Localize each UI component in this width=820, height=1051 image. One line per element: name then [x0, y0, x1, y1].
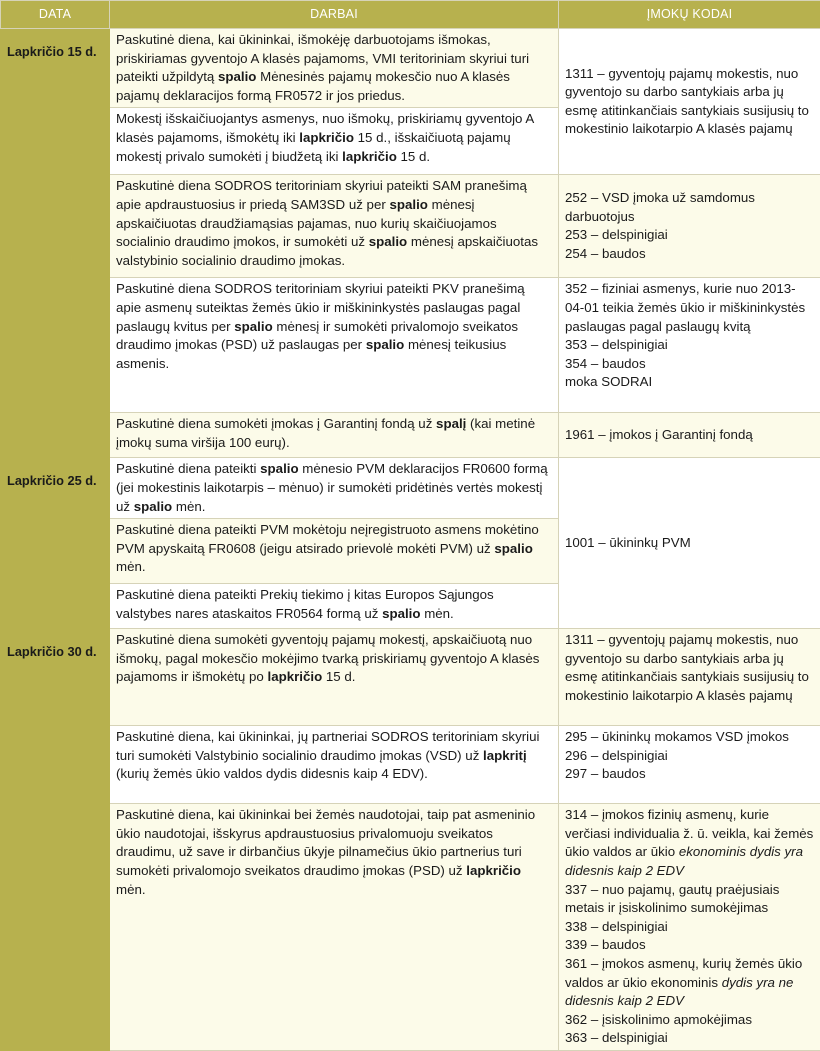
task-cell: Paskutinė diena SODROS teritoriniam skyriui pateikti PKV pranešimą apie asmenų suteiktas žemės ūkio ir miškininkystės paslaugas pagal paslaugų kvitus per spalio mėnesį ir sumokėti privalomojo sveikatos draudimo įmokas (PSD) už paslaugas per spalio mėnesį teikusius asmenis.	[110, 278, 559, 413]
table-row	[1, 413, 820, 458]
table-row	[1, 278, 820, 413]
header-kodai: ĮMOKŲ KODAI	[559, 1, 820, 29]
task-cell: Paskutinė diena, kai ūkininkai bei žemės naudotojai, taip pat asmeninio ūkio naudotojai, išskyrus apdraustuosius privalomuoju sveikatos draudimu, už save ir dirbančius ūkyje pilnamečius ūkio partnerius turi sumokėti privalomojo sveikatos draudimo įmokas (PSD) už lapkričio mėn.	[110, 804, 559, 1051]
code-cell: 295 – ūkininkų mokamos VSD įmokos 296 – delspinigiai 297 – baudos	[559, 726, 820, 804]
code-cell: 314 – įmokos fizinių asmenų, kurie verčiasi individualia ž. ū. veikla, kai žemės ūkio valdos ar ūkio ekonominis dydis yra didesnis kaip 2 EDV 337 – nuo pajamų, gautų praėjusiais metais ir įsiskolinimo sumokėjimas 338 – delspinigiai 339 – baudos 361 – įmokos asmenų, kurių žemės ūkio valdos ar ūkio ekonominis dydis yra ne didesnis kaip 2 EDV 362 – įsiskolinimo apmokėjimas 363 – delspinigiai	[559, 804, 820, 1051]
task-cell: Paskutinė diena pateikti spalio mėnesio PVM deklaracijos FR0600 formą (jei mokestinis laikotarpis – mėnuo) ir sumokėti pridėtinės vertės mokestį už spalio mėn.	[110, 458, 559, 519]
task-cell: Paskutinė diena pateikti PVM mokėtoju neįregistruoto asmens mokėtino PVM apyskaitą FR0608 (jeigu atsirado prievolė mokėti PVM) už spalio mėn.	[110, 519, 559, 584]
code-cell: 1311 – gyventojų pajamų mokestis, nuo gyventojo su darbo santykiais arba jų esmę atitinkančiais santykiais susijusių to mokestinio laikotarpio A klasės pajamų	[559, 629, 820, 726]
table-row	[1, 29, 820, 108]
code-cell: 252 – VSD įmoka už samdomus darbuotojus 253 – delspinigiai 254 – baudos	[559, 175, 820, 278]
date-cell: Lapkričio 30 d.	[1, 629, 110, 1051]
table-row	[1, 726, 820, 804]
table-row	[1, 804, 820, 1051]
table-row	[1, 629, 820, 726]
header-data: DATA	[1, 1, 110, 29]
code-cell: 352 – fiziniai asmenys, kurie nuo 2013-04-01 teikia žemės ūkio ir miškininkystės paslaugas pagal paslaugų kvitą 353 – delspinigiai 354 – baudos moka SODRAI	[559, 278, 820, 413]
code-cell: 1001 – ūkininkų PVM	[559, 458, 820, 629]
task-cell: Paskutinė diena, kai ūkininkai, jų partneriai SODROS teritoriniam skyriui turi sumokėti Valstybinio socialinio draudimo įmokas (VSD) už lapkritį (kurių žemės ūkio valdos dydis didesnis kaip 4 EDV).	[110, 726, 559, 804]
header-row	[1, 1, 820, 29]
header-darbai: DARBAI	[110, 1, 559, 29]
date-cell: Lapkričio 15 d.	[1, 29, 110, 458]
task-cell: Paskutinė diena, kai ūkininkai, išmokėję darbuotojams išmokas, priskiriamas gyventojo A klasės pajamoms, VMI teritoriniam skyriui turi pateikti užpildytą spalio Mėnesinės pajamų mokesčio nuo A klasės pajamų deklaracijos formą FR0572 ir jos priedus.	[110, 29, 559, 108]
table-row	[1, 175, 820, 278]
code-cell: 1961 – įmokos į Garantinį fondą	[559, 413, 820, 458]
task-cell: Paskutinė diena pateikti Prekių tiekimo į kitas Europos Sąjungos valstybes nares ataskaitos FR0564 formą už spalio mėn.	[110, 584, 559, 629]
code-cell: 1311 – gyventojų pajamų mokestis, nuo gyventojo su darbo santykiais arba jų esmę atitinkančiais santykiais susijusių to mokestinio laikotarpio A klasės pajamų	[559, 29, 820, 175]
task-cell: Paskutinė diena sumokėti gyventojų pajamų mokestį, apskaičiuotą nuo išmokų, pagal mokesčio mokėjimo tvarką priskiriamų gyventojo A klasės pajamoms ir išmokėtų po lapkričio 15 d.	[110, 629, 559, 726]
task-cell: Mokestį išskaičiuojantys asmenys, nuo išmokų, priskiriamų gyventojo A klasės pajamoms, išmokėtų iki lapkričio 15 d., išskaičiuotą pajamų mokestį privalo sumokėti į biudžetą iki lapkričio 15 d.	[110, 108, 559, 175]
table-row	[1, 458, 820, 519]
task-cell: Paskutinė diena sumokėti įmokas į Garantinį fondą už spalį (kai metinė įmokų suma viršija 100 eurų).	[110, 413, 559, 458]
date-cell: Lapkričio 25 d.	[1, 458, 110, 629]
task-cell: Paskutinė diena SODROS teritoriniam skyriui pateikti SAM pranešimą apie apdraustuosius ir priedą SAM3SD už per spalio mėnesį apskaičiuotas draudžiamąsias pajamas, nuo kurių skaičiuojamos socialinio draudimo įmokos, ir sumokėti už spalio mėnesį apskaičiuotas valstybinio socialinio draudimo įmokas.	[110, 175, 559, 278]
